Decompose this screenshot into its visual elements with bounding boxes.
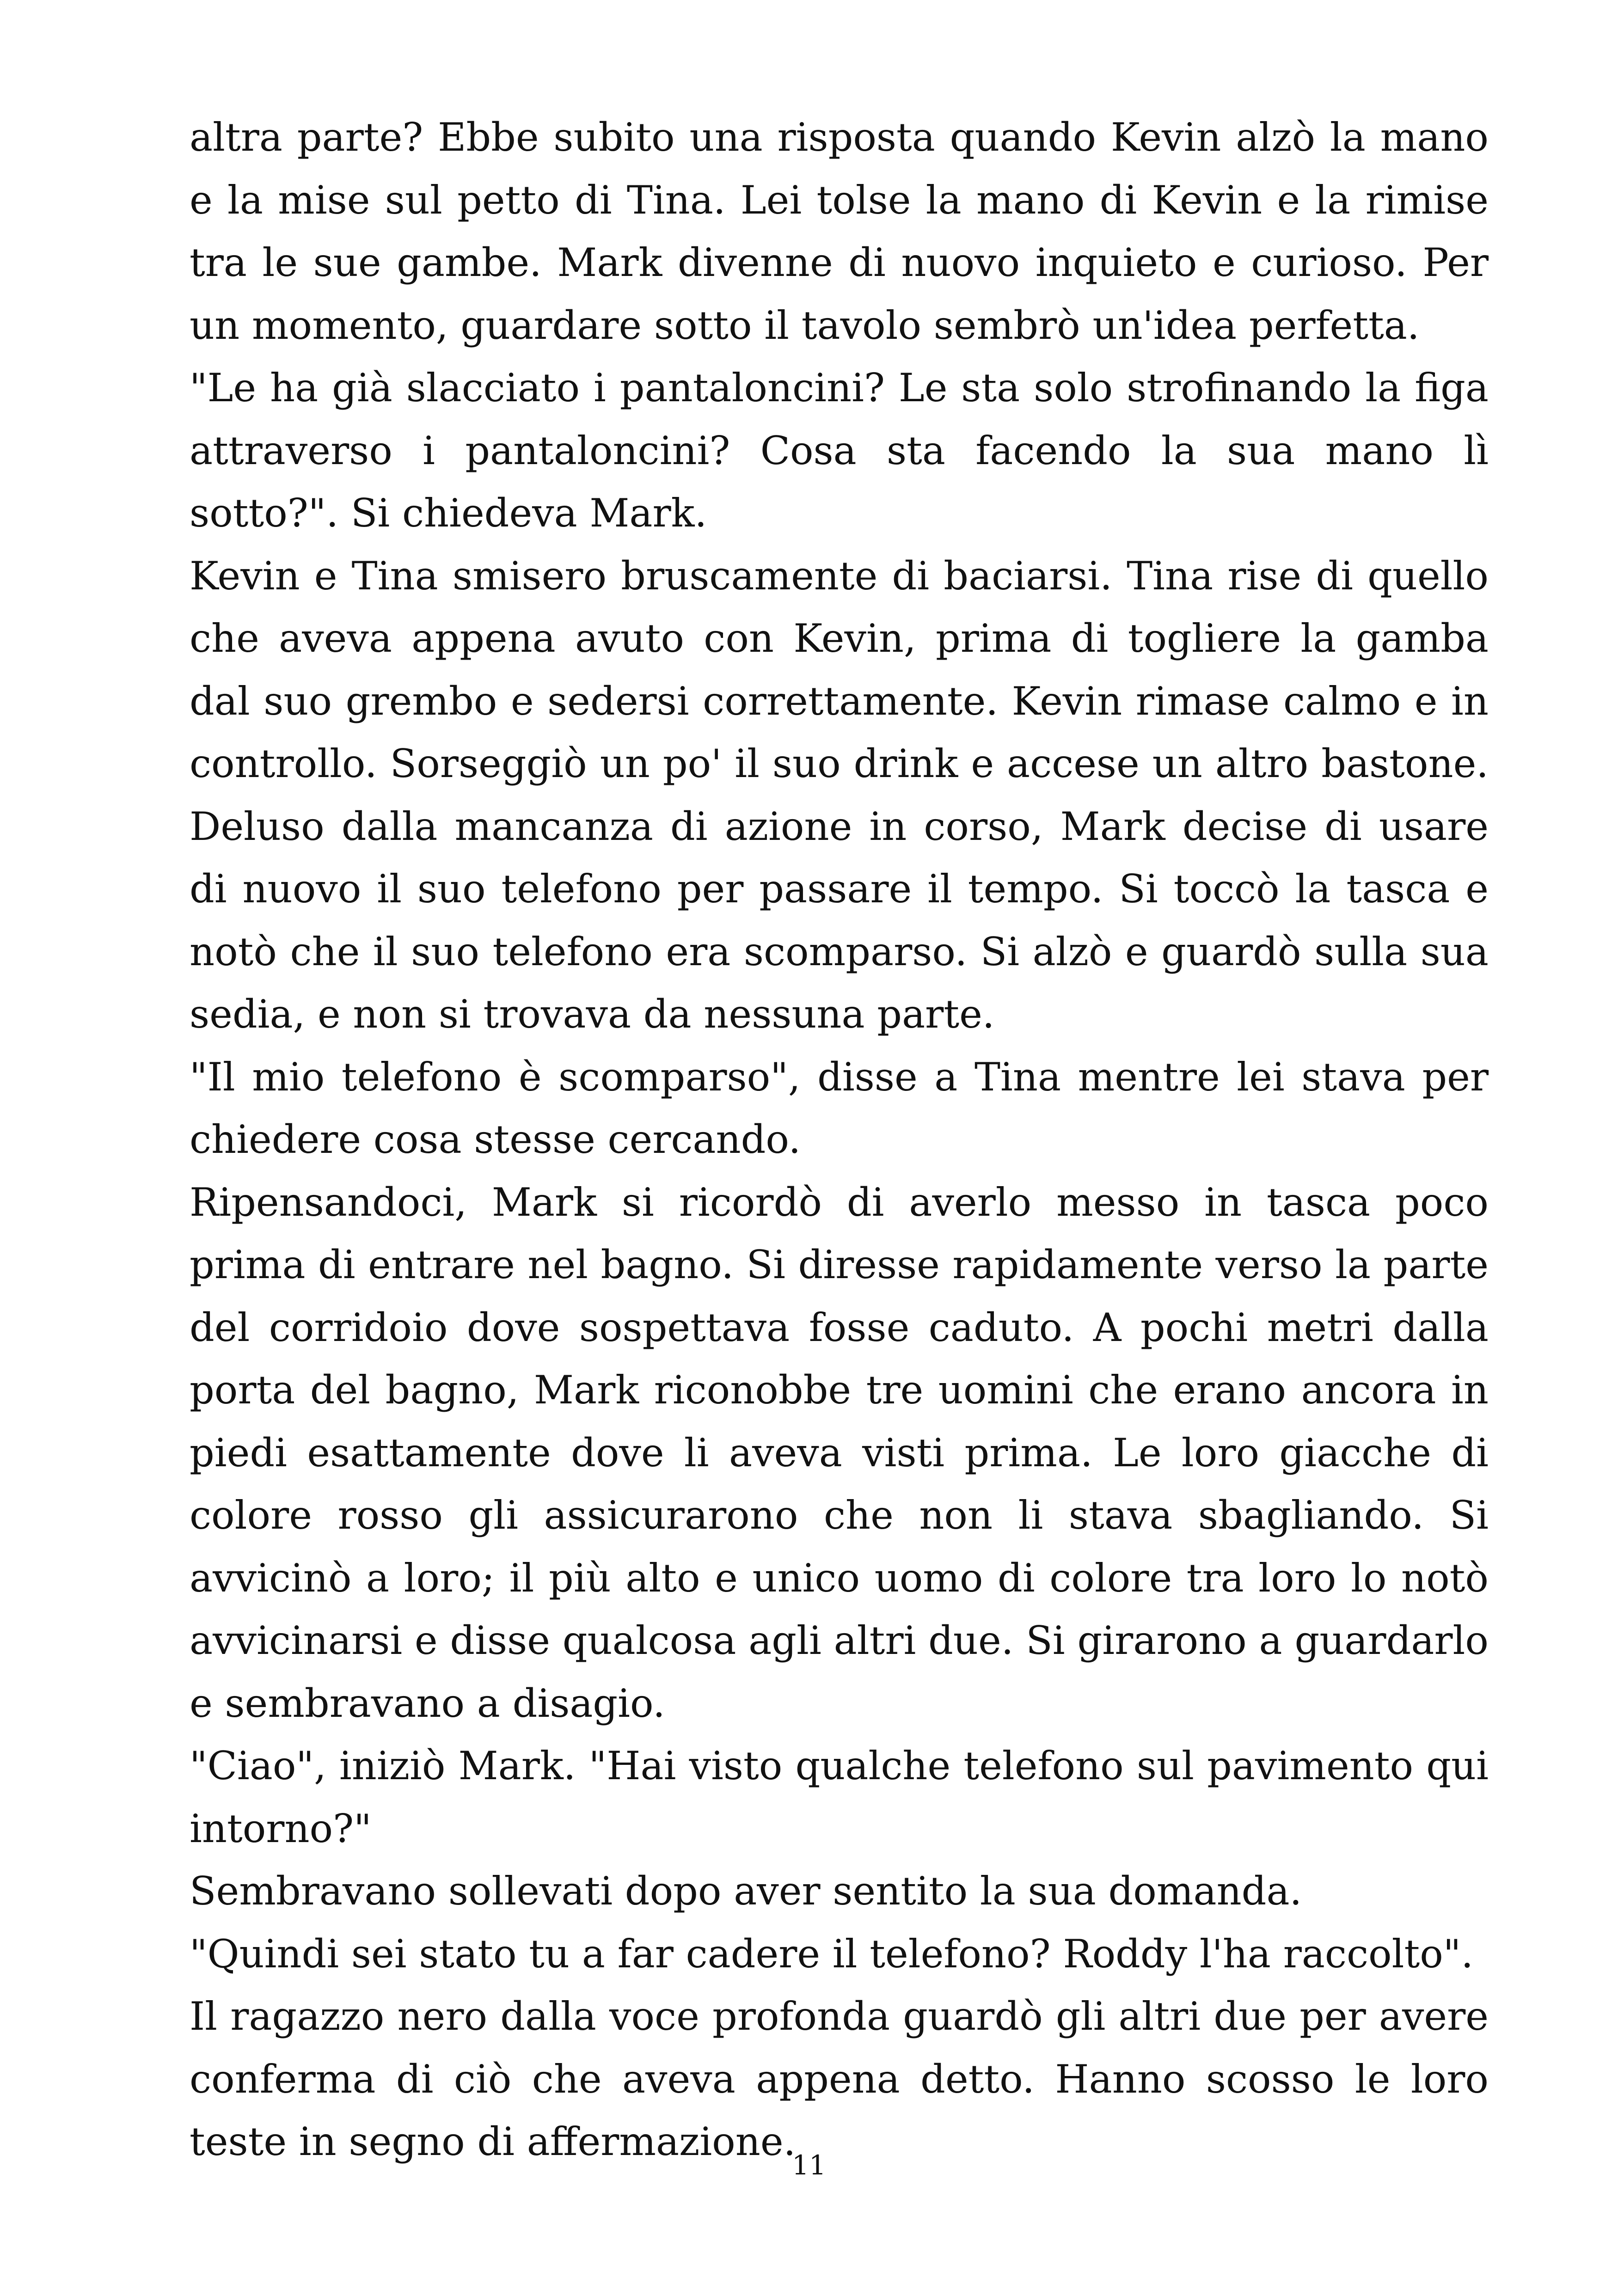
paragraph: "Quindi sei stato tu a far cadere il telefono? Roddy l'ha raccolto". xyxy=(190,1931,1474,1977)
paragraph: "Il mio telefono è scomparso", disse a Tina mentre lei stava per chiedere cosa stesse cercando. xyxy=(190,1054,1489,1162)
paragraph: Kevin e Tina smisero bruscamente di baciarsi. Tina rise di quello che aveva appena avuto con Kevin, prima di togliere la gamba dal suo grembo e sedersi correttamente. Kevin rimase calmo e in controllo. Sorseggiò un po' il suo drink e accese un altro bastone. Deluso dalla mancanza di azione in corso, Mark decise di usare di nuovo il suo telefono per passare il tempo. Si toccò la tasca e notò che il suo telefono era scomparso. Si alzò e guardò sulla sua sedia, e non si trovava da nessuna parte. xyxy=(190,553,1489,1037)
paragraph: Sembravano sollevati dopo aver sentito la sua domanda. xyxy=(190,1868,1302,1914)
body-text xyxy=(190,106,1489,2174)
paragraph: Ripensandoci, Mark si ricordò di averlo messo in tasca poco prima di entrare nel bagno. Si diresse rapidamente verso la parte del corridoio dove sospettava fosse caduto. A pochi metri dalla porta del bagno, Mark riconobbe tre uomini che erano ancora in piedi esattamente dove li aveva visti prima. Le loro giacche di colore rosso gli assicurarono che non li stava sbagliando. Si avvicinò a loro; il più alto e unico uomo di colore tra loro lo notò avvicinarsi e disse qualcosa agli altri due. Si girarono a guardarlo e sembravano a disagio. xyxy=(190,1179,1489,1726)
paragraph: "Le ha già slacciato i pantaloncini? Le sta solo strofinando la figa attraverso i pantaloncini? Cosa sta facendo la sua mano lì sotto?". Si chiedeva Mark. xyxy=(190,365,1489,536)
paragraph: Il ragazzo nero dalla voce profonda guardò gli altri due per avere conferma di ciò che aveva appena detto. Hanno scosso le loro teste in segno di affermazione. xyxy=(190,1994,1489,2164)
page-number: 11 xyxy=(792,2149,826,2181)
paragraph: "Ciao", iniziò Mark. "Hai visto qualche telefono sul pavimento qui intorno?" xyxy=(190,1743,1489,1851)
paragraph: altra parte? Ebbe subito una risposta quando Kevin alzò la mano e la mise sul petto di Tina. Lei tolse la mano di Kevin e la rimise tra le sue gambe. Mark divenne di nuovo inquieto e curioso. Per un momento, guardare sotto il tavolo sembrò un'idea perfetta. xyxy=(190,115,1489,348)
